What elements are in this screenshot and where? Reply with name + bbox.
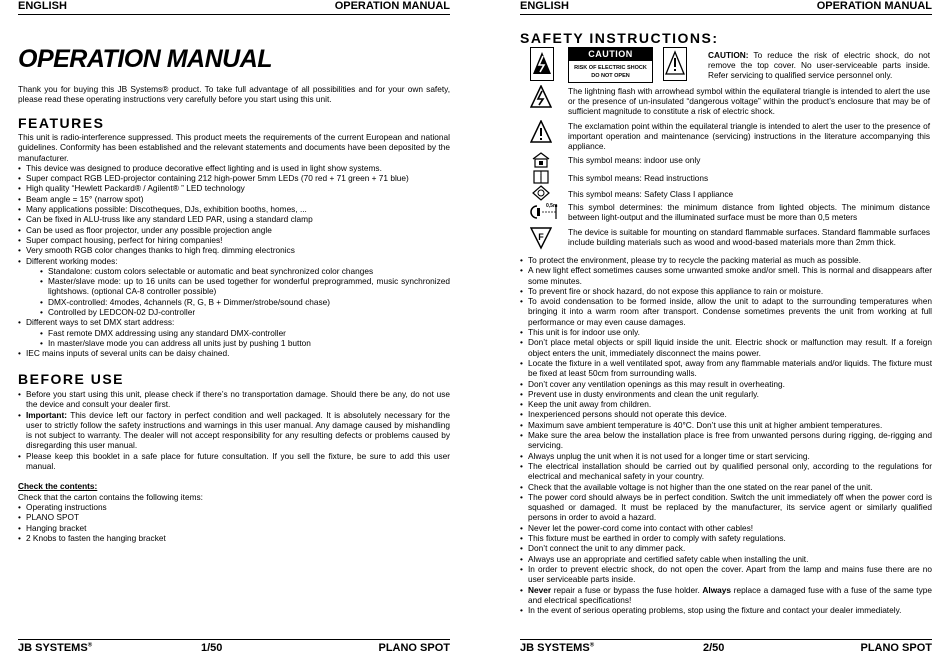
fuse-always: Always <box>702 584 732 595</box>
caution-box-line2: DO NOT OPEN <box>591 73 630 79</box>
fuse-text-1: repair a fuse or bypass the fuse holder. <box>551 584 703 595</box>
list-item: • Don’t connect the unit to any dimmer pack. <box>520 543 932 553</box>
list-item: • Can be used as floor projector, under any possible projection angle <box>18 225 450 235</box>
exclamation-box-icon <box>663 47 687 81</box>
list-item: • The electrical installation should be carried out by qualified personal only, according to the regulations for electrical and mechanical safety in your country. <box>520 461 932 482</box>
list-item-working-modes <box>18 256 450 318</box>
list-item: • PLANO SPOT <box>18 512 450 522</box>
footer-page-number: 2/50 <box>703 642 725 654</box>
features-section <box>18 132 450 359</box>
list-item: • Standalone: custom colors selectable or automatic and beat synchronized color changes <box>40 266 450 276</box>
list-item: • Hanging bracket <box>18 523 450 533</box>
working-modes-list <box>26 266 450 317</box>
list-item: • Check that the available voltage is not higher than the one stated on the rear panel of the unit. <box>520 482 932 492</box>
list-item: • Operating instructions <box>18 502 450 512</box>
caution-text: To reduce the risk of electric shock, do not remove the top cover. No user-serviceable parts inside. Refer servicing to qualified service personnel only. <box>708 50 930 80</box>
list-item: • Maximum save ambient temperature is 40°C. Don’t use this unit at higher ambient temperatures. <box>520 420 932 430</box>
before-use-list <box>18 389 450 471</box>
check-contents-heading: Check the contents: <box>18 481 98 492</box>
lightning-box-icon <box>530 47 554 81</box>
symbol-text-distance: This symbol determines: the minimum distance from lighted objects. The minimum distance between light-output and the illuminated surface must be more than 0,5 meters <box>568 202 930 222</box>
caution-box-title: CAUTION <box>569 48 652 61</box>
svg-text:i: i <box>539 173 543 182</box>
symbol-text-class1: This symbol means: Safety Class I appliance <box>568 189 734 199</box>
exclamation-triangle-icon <box>530 120 552 149</box>
header-title: OPERATION MANUAL <box>334 0 450 12</box>
footer-brand-text: JB SYSTEMS <box>18 642 88 654</box>
list-item: • In the event of serious operating problems, stop using the fixture and contact your dealer immediately. <box>520 605 932 615</box>
before-use-section <box>18 389 450 543</box>
symbol-text-exclamation: The exclamation point within the equilateral triangle is intended to alert the user to the presence of important operation and maintenance (servicing) instructions in the literature accompanying this appliance. <box>568 121 930 151</box>
list-item: • Keep the unit away from children. <box>520 399 932 409</box>
list-item: • Don’t cover any ventilation openings as this may result in overheating. <box>520 379 932 389</box>
list-item-important <box>18 410 450 451</box>
intro-paragraph: Thank you for buying this JB Systems® product. To take full advantage of all possibilities and for your own safety, please read these operating instructions very carefully before you start using this unit. <box>18 84 450 105</box>
list-item: • Please keep this booklet in a safe place for future consultation. If you sell the fixture, be sure to add this user manual. <box>18 451 450 472</box>
list-item: • Fast remote DMX addressing using any standard DMX-controller <box>40 328 450 338</box>
list-item: • This unit is for indoor use only. <box>520 327 932 337</box>
list-item: • To protect the environment, please try to recycle the packing material as much as possible. <box>520 255 932 265</box>
list-item: • The power cord should always be in perfect condition. Switch the unit immediately off when the power cord is squashed or damaged. It must be replaced by the manufacturer, its service agent or similarly qualified persons in order to avoid a hazard. <box>520 492 932 523</box>
fuse-text-2: replace a damaged fuse with a fuse of the same type and electrical specifications! <box>528 584 932 605</box>
page-title: OPERATION MANUAL <box>18 45 273 73</box>
important-text: This device left our factory in perfect condition and well packaged. It is absolutely necessary for the user to strictly follow the safety instructions and warnings in this user manual. Any damage caused by mishandling is not subject to warranty. The dealer will not accept responsibility for any resulting defects or problems caused by disregarding this user manual. <box>26 409 450 451</box>
list-item: • Locate the fixture in a well ventilated spot, away from any flammable materials and/or liquids. The fixture must be fixed at least 50cm from surrounding walls. <box>520 358 932 379</box>
page-header <box>18 0 450 15</box>
contents-list <box>18 502 450 543</box>
list-item: • Before you start using this unit, please check if there’s no transportation damage. Should there be any, do not use the device and consult your dealer first. <box>18 389 450 410</box>
features-intro: This unit is radio-interference suppressed. This product meets the requirements of the current European and national guidelines. Conformity has been established and the relevant statements and documents have been deposited by the manufacturer. <box>18 132 450 163</box>
list-item: • To avoid condensation to be formed inside, allow the unit to adapt to the surrounding temperatures when bringing it into a warm room after transport. Condense sometimes prevents the unit from working at full performance or may even cause damages. <box>520 296 932 327</box>
list-item: • Controlled by LEDCON-02 DJ-controller <box>40 307 450 317</box>
header-title: OPERATION MANUAL <box>816 0 932 12</box>
flammable-surface-icon <box>530 226 552 255</box>
symbol-text-book: This symbol means: Read instructions <box>568 173 709 183</box>
page-left <box>18 0 450 654</box>
list-item: • This fixture must be earthed in order to comply with safety regulations. <box>520 533 932 543</box>
features-list <box>18 163 450 359</box>
list-item: • Super compact RGB LED-projector containing 212 high-power 5mm LEDs (70 red + 71 green + 71 blue) <box>18 173 450 183</box>
caution-paragraph <box>708 50 930 80</box>
symbol-text-indoor: This symbol means: indoor use only <box>568 155 701 165</box>
list-item: • 2 Knobs to fasten the hanging bracket <box>18 533 450 543</box>
list-item: • DMX-controlled: 4modes, 4channels (R, G, B + Dimmer/strobe/sound chase) <box>40 297 450 307</box>
footer-product: PLANO SPOT <box>378 642 450 654</box>
safety-rules-list <box>520 255 932 615</box>
list-item: • Always use an appropriate and certified safety cable when installing the unit. <box>520 554 932 564</box>
footer-page-number: 1/50 <box>201 642 223 654</box>
list-item-fuse <box>520 585 932 606</box>
fuse-never: Never <box>528 584 552 595</box>
list-item: • To prevent fire or shock hazard, do not expose this appliance to rain or moisture. <box>520 286 932 296</box>
before-use-heading: BEFORE USE <box>18 371 125 387</box>
header-language: ENGLISH <box>520 0 569 12</box>
important-label: Important: <box>26 409 68 420</box>
symbol-text-flammable: The device is suitable for mounting on standard flammable surfaces. Standard flammable surfaces include building materials such as wood and wood-based materials more than 2mm thick. <box>568 227 930 247</box>
list-item-dmx <box>18 317 450 348</box>
list-item: • Prevent use in dusty environments and clean the unit regularly. <box>520 389 932 399</box>
min-distance-label: 0,5m <box>546 203 558 209</box>
dmx-ways-list <box>26 328 450 349</box>
list-item: • High quality “Hewlett Packard® / Agilent® ” LED technology <box>18 183 450 193</box>
safety-rules <box>520 255 932 615</box>
page-header <box>520 0 932 15</box>
list-item: • Always unplug the unit when it is not used for a longer time or start servicing. <box>520 451 932 461</box>
footer-brand: JB SYSTEMS® <box>520 642 595 654</box>
list-item-label: Different working modes: <box>26 255 118 266</box>
list-item: • Master/slave mode: up to 16 units can be used together for wonderful preprogrammed, music synchronized lightshows. (optional CA-8 controller possible) <box>40 276 450 297</box>
caution-label-box <box>568 47 653 83</box>
footer-brand-text: JB SYSTEMS <box>520 642 590 654</box>
footer-product: PLANO SPOT <box>860 642 932 654</box>
safety-heading: SAFETY INSTRUCTIONS: <box>520 30 719 46</box>
list-item: • In order to prevent electric shock, do not open the cover. Apart from the lamp and mains fuse there are no user serviceable parts inside. <box>520 564 932 585</box>
list-item: • Never let the power-cord come into contact with other cables! <box>520 523 932 533</box>
check-contents-intro: Check that the carton contains the following items: <box>18 491 203 502</box>
list-item-label: Different ways to set DMX start address: <box>26 317 175 328</box>
caution-box-line1: RISK OF ELECTRIC SHOCK <box>574 65 647 71</box>
list-item: • Can be fixed in ALU-truss like any standard LED PAR, using a standard clamp <box>18 214 450 224</box>
header-language: ENGLISH <box>18 0 67 12</box>
list-item: • Beam angle = 15° (narrow spot) <box>18 194 450 204</box>
lightning-triangle-icon <box>530 85 552 114</box>
svg-text:F: F <box>538 232 544 242</box>
list-item: • Very smooth RGB color changes thanks to high freq. dimming electronics <box>18 245 450 255</box>
list-item: • Super compact housing, perfect for hiring companies! <box>18 235 450 245</box>
features-heading: FEATURES <box>18 115 105 131</box>
list-item: • IEC mains inputs of several units can be daisy chained. <box>18 348 450 358</box>
page-right <box>520 0 932 654</box>
symbol-text-lightning: The lightning flash with arrowhead symbol within the equilateral triangle is intended to alert the use or the presence of un-insulated “dangerous voltage” within the product’s enclosure that may be of sufficient magnitude to constitute a risk of electric shock. <box>568 86 930 116</box>
list-item: • Inexperienced persons should not operate this device. <box>520 409 932 419</box>
list-item: • Make sure the area below the installation place is free from unwanted persons during rigging, de-rigging and servicing. <box>520 430 932 451</box>
page-footer <box>520 639 932 654</box>
footer-brand: JB SYSTEMS® <box>18 642 93 654</box>
list-item: • In master/slave mode you can address all units just by pushing 1 button <box>40 338 450 348</box>
list-item: • A new light effect sometimes causes some unwanted smoke and/or smell. This is normal and disappears after some minutes. <box>520 265 932 286</box>
list-item: • Don’t place metal objects or spill liquid inside the unit. Electric shock or malfunction may result. If a foreign object enters the unit, immediately disconnect the mains power. <box>520 337 932 358</box>
caution-label: CAUTION: <box>708 50 749 60</box>
list-item: • This device was designed to produce decorative effect lighting and is used in light show systems. <box>18 163 450 173</box>
list-item: • Many applications possible: Discotheques, DJs, exhibition booths, homes, ... <box>18 204 450 214</box>
page-footer <box>18 639 450 654</box>
